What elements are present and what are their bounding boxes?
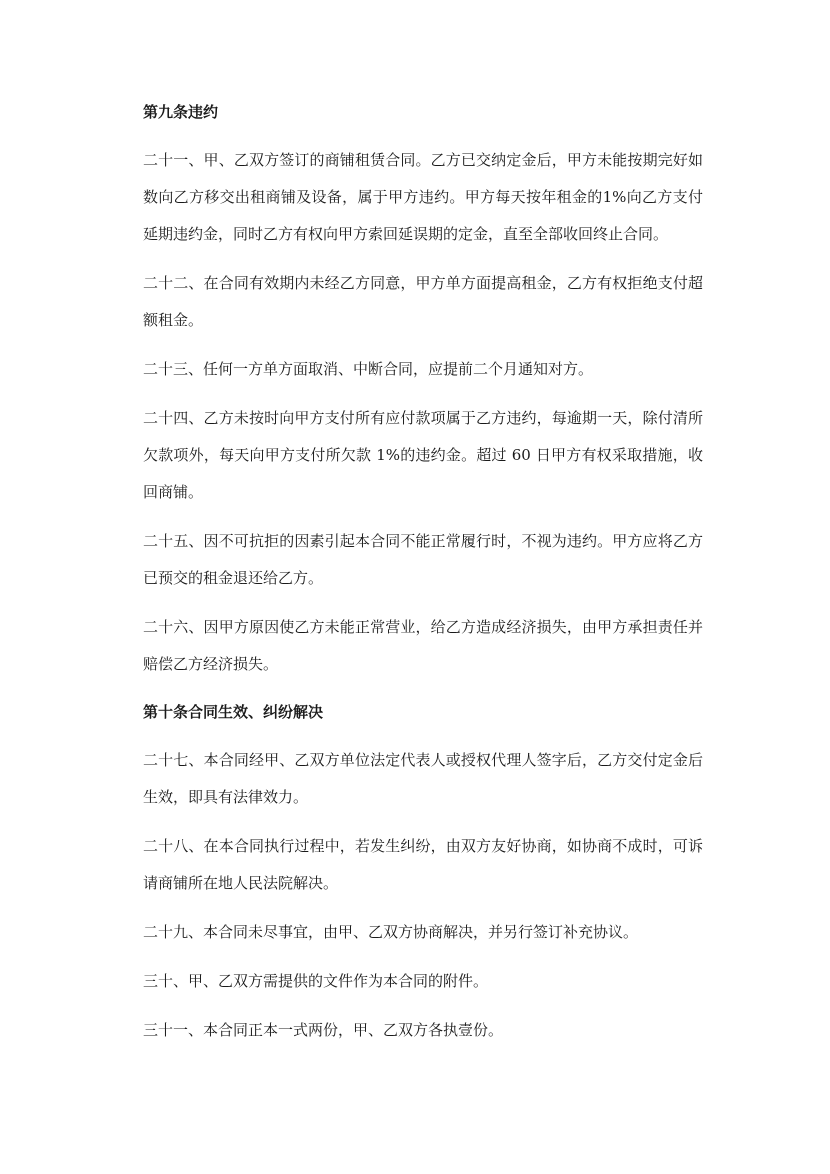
clause-31: 三十一、本合同正本一式两份，甲、乙双方各执壹份。 [143,1021,504,1039]
clause-26: 二十六、因甲方原因使乙方未能正常营业，给乙方造成经济损失，由甲方承担责任并赔偿乙方经济损失。 [143,618,703,673]
clause-23: 二十三、任何一方单方面取消、中断合同，应提前二个月通知对方。 [143,360,594,378]
clause-25: 二十五、因不可抗拒的因素引起本合同不能正常履行时，不视为违约。甲方应将乙方已预交的租金退还给乙方。 [143,532,703,587]
section-heading-9: 第九条违约 [143,103,219,121]
clause-21: 二十一、甲、乙双方签订的商铺租赁合同。乙方已交纳定金后，甲方未能按期完好如数向乙方移交出租商铺及设备，属于甲方违约。甲方每天按年租金的1%向乙方支付延期违约金，同时乙方有权向甲方索回延误期的定金，直至全部收回终止合同。 [143,151,703,243]
clause-29: 二十九、本合同未尽事宜，由甲、乙双方协商解决，并另行签订补充协议。 [143,923,639,941]
document-body [143,95,703,1061]
clause-30: 三十、甲、乙双方需提供的文件作为本合同的附件。 [143,972,489,990]
clause-27: 二十七、本合同经甲、乙双方单位法定代表人或授权代理人签字后，乙方交付定金后生效，即具有法律效力。 [143,751,703,806]
clause-28: 二十八、在本合同执行过程中，若发生纠纷，由双方友好协商，如协商不成时，可诉请商铺所在地人民法院解决。 [143,837,703,892]
section-heading-10: 第十条合同生效、纠纷解决 [143,703,324,721]
clause-22: 二十二、在合同有效期内未经乙方同意，甲方单方面提高租金，乙方有权拒绝支付超额租金。 [143,274,703,329]
clause-24: 二十四、乙方未按时向甲方支付所有应付款项属于乙方违约，每逾期一天，除付清所欠款项外，每天向甲方支付所欠款 1%的违约金。超过 60 日甲方有权采取措施，收回商铺。 [143,409,703,501]
